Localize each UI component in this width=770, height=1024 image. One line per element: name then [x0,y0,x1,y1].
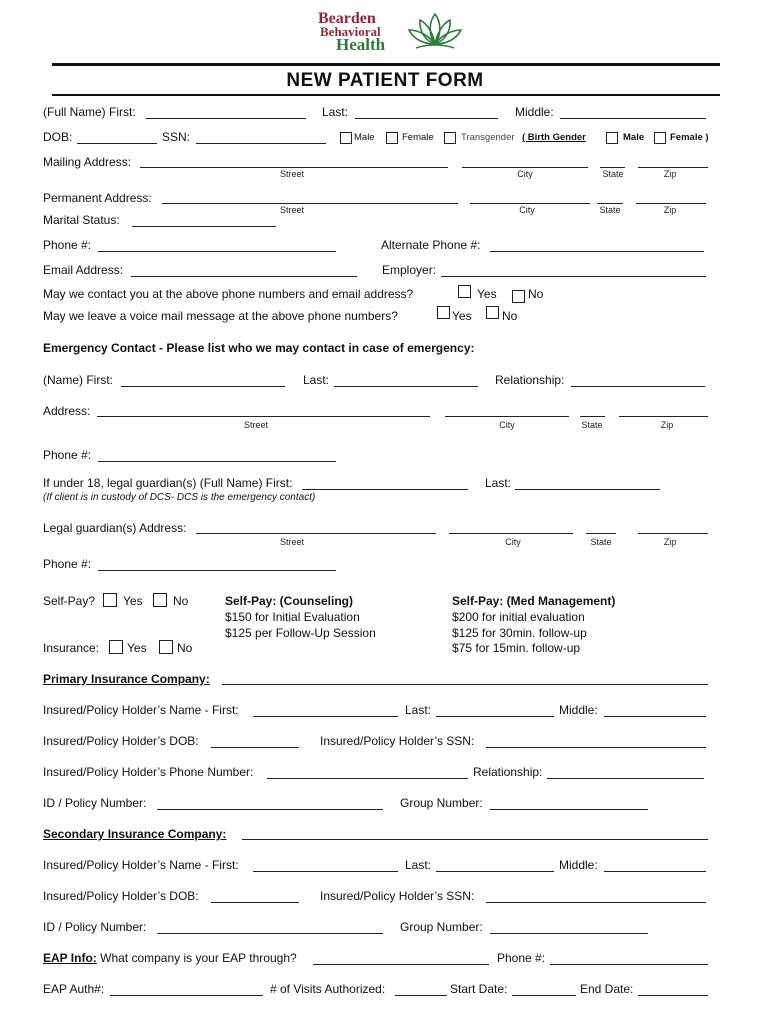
contact-yes-label: Yes [477,287,497,301]
guardian-city-field[interactable] [449,533,573,534]
med-line-1: $200 for initial evaluation [452,610,585,624]
employer-field[interactable] [441,276,706,277]
logo [318,10,458,54]
primary-holder-middle-label: Middle: [559,703,598,717]
primary-group-field[interactable] [490,809,648,810]
logo-text-behavioral: Behavioral [320,24,381,39]
self-pay-label: Self-Pay? [43,594,96,608]
eap-company-field[interactable] [313,964,489,965]
guardian-city-caption: City [505,537,521,547]
permanent-address-label: Permanent Address: [43,191,152,205]
secondary-holder-middle-field[interactable] [604,871,706,872]
contact-no-checkbox[interactable] [512,290,525,303]
primary-holder-dob-field[interactable] [211,747,299,748]
guardian-note: (If client is in custody of DCS- DCS is the emergency contact) [43,492,316,503]
birth-female-checkbox[interactable] [654,132,666,144]
permanent-city-field[interactable] [470,203,590,204]
guardian-street-field[interactable] [196,533,436,534]
primary-group-label: Group Number: [400,796,483,810]
form-title: NEW PATIENT FORM [286,70,484,91]
mailing-city-caption: City [517,169,533,179]
mailing-street-field[interactable] [140,167,448,168]
contact-question: May we contact you at the above phone numbers and email address? [43,287,414,301]
birth-gender-label [522,132,586,143]
guardian-state-field[interactable] [586,533,616,534]
emergency-first-field[interactable] [121,386,285,387]
voicemail-yes-checkbox[interactable] [437,306,450,319]
secondary-holder-middle-label: Middle: [559,858,598,872]
guardian-zip-field[interactable] [638,533,708,534]
insurance-no-label: No [177,641,193,655]
voicemail-no-checkbox[interactable] [486,306,499,319]
male-checkbox[interactable] [340,132,352,144]
permanent-city-caption: City [519,205,535,215]
eap-phone-label: Phone #: [497,951,546,965]
guardian-zip-caption: Zip [663,537,677,547]
permanent-state-caption: State [599,205,621,215]
primary-holder-phone-label: Insured/Policy Holder’s Phone Number: [43,765,254,779]
birth-gender-text: ( Birth Gender [522,132,586,143]
male-label: Male [354,132,375,143]
mailing-street-caption: Street [279,169,304,179]
emergency-city-caption: City [499,420,515,430]
primary-holder-first-label: Insured/Policy Holder’s Name - First: [43,703,239,717]
logo-text-bearden: Bearden [318,10,376,27]
contact-no-label: No [528,287,544,301]
counseling-line-2: $125 per Follow-Up Session [225,626,376,640]
self-pay-yes-label: Yes [123,594,143,608]
eap-visits-field[interactable] [395,995,447,996]
primary-relationship-label: Relationship: [473,765,543,779]
transgender-label: Transgender [461,132,515,143]
guardian-first-label: If under 18, legal guardian(s) (Full Name) First: [43,476,293,490]
voicemail-yes-label: Yes [452,309,472,323]
primary-holder-dob-label: Insured/Policy Holder’s DOB: [43,734,199,748]
emergency-last-label: Last: [303,373,330,387]
guardian-phone-field[interactable] [98,570,336,571]
permanent-street-caption: Street [279,205,304,215]
female-label: Female [402,132,434,143]
primary-holder-ssn-label: Insured/Policy Holder’s SSN: [320,734,475,748]
secondary-holder-dob-label: Insured/Policy Holder’s DOB: [43,889,199,903]
counseling-line-1: $150 for Initial Evaluation [225,610,360,624]
lotus-icon [406,10,464,52]
secondary-holder-first-field[interactable] [253,871,398,872]
emergency-first-label: (Name) First: [43,373,113,387]
guardian-street-caption: Street [279,537,304,547]
emergency-zip-field[interactable] [619,416,708,417]
mailing-address-label: Mailing Address: [43,155,132,169]
emergency-state-field[interactable] [580,416,605,417]
dob-label: DOB: [43,130,73,144]
guardian-phone-label: Phone #: [43,557,92,571]
mailing-zip-field[interactable] [638,167,708,168]
counseling-title: Self-Pay: (Counseling) [225,594,354,608]
permanent-street-field[interactable] [162,203,458,204]
primary-relationship-field[interactable] [547,778,704,779]
primary-policy-label: ID / Policy Number: [43,796,147,810]
phone-field[interactable] [98,251,336,252]
primary-insurance-field[interactable] [222,684,708,685]
emergency-last-field[interactable] [334,386,478,387]
secondary-holder-first-label: Insured/Policy Holder’s Name - First: [43,858,239,872]
permanent-state-field[interactable] [597,203,623,204]
insurance-label: Insurance: [43,641,100,655]
secondary-insurance-field[interactable] [242,839,708,840]
mailing-zip-caption: Zip [663,169,677,179]
email-field[interactable] [131,276,357,277]
self-pay-no-label: No [173,594,189,608]
eap-row [43,951,297,965]
eap-auth-field[interactable] [110,995,263,996]
last-name-field[interactable] [355,118,498,119]
secondary-insurance-heading: Secondary Insurance Company: [43,827,227,841]
first-name-label: (Full Name) First: [43,105,136,119]
eap-phone-field[interactable] [550,964,708,965]
title-top-rule [52,63,720,66]
secondary-holder-last-label: Last: [405,858,432,872]
middle-name-field[interactable] [560,118,706,119]
emergency-phone-label: Phone #: [43,448,92,462]
alt-phone-field[interactable] [490,251,704,252]
emergency-zip-caption: Zip [660,420,674,430]
eap-end-field[interactable] [638,995,708,996]
primary-holder-middle-field[interactable] [604,716,706,717]
female-checkbox[interactable] [386,132,398,144]
first-name-field[interactable] [146,118,306,119]
primary-holder-last-field[interactable] [436,716,554,717]
secondary-holder-last-field[interactable] [436,871,554,872]
mailing-state-caption: State [602,169,624,179]
middle-name-label: Middle: [515,105,554,119]
emergency-state-caption: State [581,420,603,430]
logo-text-health: Health [336,35,386,54]
emergency-relationship-label: Relationship: [495,373,565,387]
emergency-address-label: Address: [43,404,91,418]
email-label: Email Address: [43,263,124,277]
eap-end-label: End Date: [580,982,634,996]
voicemail-no-label: No [502,309,518,323]
permanent-zip-caption: Zip [663,205,677,215]
med-line-3: $75 for 15min. follow-up [452,641,581,655]
mailing-state-field[interactable] [600,167,625,168]
birth-female-label: Female ) [670,132,709,143]
secondary-group-field[interactable] [490,933,648,934]
eap-start-label: Start Date: [450,982,508,996]
guardian-state-caption: State [590,537,612,547]
transgender-checkbox[interactable] [444,132,456,144]
voicemail-question: May we leave a voice mail message at the above phone numbers? [43,309,398,323]
phone-label: Phone #: [43,238,92,252]
primary-holder-last-label: Last: [405,703,432,717]
eap-question: What company is your EAP through? [100,951,297,965]
eap-heading: EAP Info: [43,951,97,965]
emergency-relationship-field[interactable] [571,386,705,387]
secondary-holder-ssn-label: Insured/Policy Holder’s SSN: [320,889,475,903]
primary-holder-first-field[interactable] [253,716,398,717]
last-name-label: Last: [322,105,349,119]
med-line-2: $125 for 30min. follow-up [452,626,587,640]
insurance-no-checkbox[interactable] [159,640,173,654]
emergency-street-field[interactable] [97,416,430,417]
contact-yes-checkbox[interactable] [458,285,471,298]
emergency-street-caption: Street [243,420,268,430]
guardian-address-label: Legal guardian(s) Address: [43,521,187,535]
eap-auth-label: EAP Auth#: [43,982,105,996]
emergency-phone-field[interactable] [98,461,336,462]
secondary-group-label: Group Number: [400,920,483,934]
permanent-zip-field[interactable] [636,203,706,204]
guardian-last-label: Last: [485,476,512,490]
eap-visits-label: # of Visits Authorized: [270,982,386,996]
ssn-field[interactable] [196,143,326,144]
guardian-last-field[interactable] [515,489,660,490]
secondary-holder-ssn-field[interactable] [486,902,706,903]
emergency-heading: Emergency Contact - Please list who we may contact in case of emergency: [43,341,475,355]
employer-label: Employer: [382,263,437,277]
insurance-yes-checkbox[interactable] [109,640,123,654]
primary-holder-ssn-field[interactable] [486,747,706,748]
secondary-policy-label: ID / Policy Number: [43,920,147,934]
emergency-city-field[interactable] [445,416,569,417]
guardian-first-field[interactable] [302,489,468,490]
title-bottom-rule [52,94,720,96]
dob-field[interactable] [77,143,157,144]
marital-status-label: Marital Status: [43,213,120,227]
primary-insurance-heading: Primary Insurance Company: [43,672,210,686]
mailing-city-field[interactable] [462,167,588,168]
alt-phone-label: Alternate Phone #: [381,238,481,252]
birth-male-checkbox[interactable] [606,132,618,144]
self-pay-no-checkbox[interactable] [153,593,167,607]
primary-holder-phone-field[interactable] [267,778,468,779]
birth-male-label: Male [623,132,645,143]
self-pay-yes-checkbox[interactable] [103,593,117,607]
ssn-label: SSN: [162,130,191,144]
secondary-holder-dob-field[interactable] [211,902,299,903]
secondary-policy-field[interactable] [157,933,383,934]
marital-status-field[interactable] [132,226,276,227]
insurance-yes-label: Yes [127,641,147,655]
eap-start-field[interactable] [512,995,576,996]
med-title: Self-Pay: (Med Management) [452,594,616,608]
primary-policy-field[interactable] [157,809,383,810]
